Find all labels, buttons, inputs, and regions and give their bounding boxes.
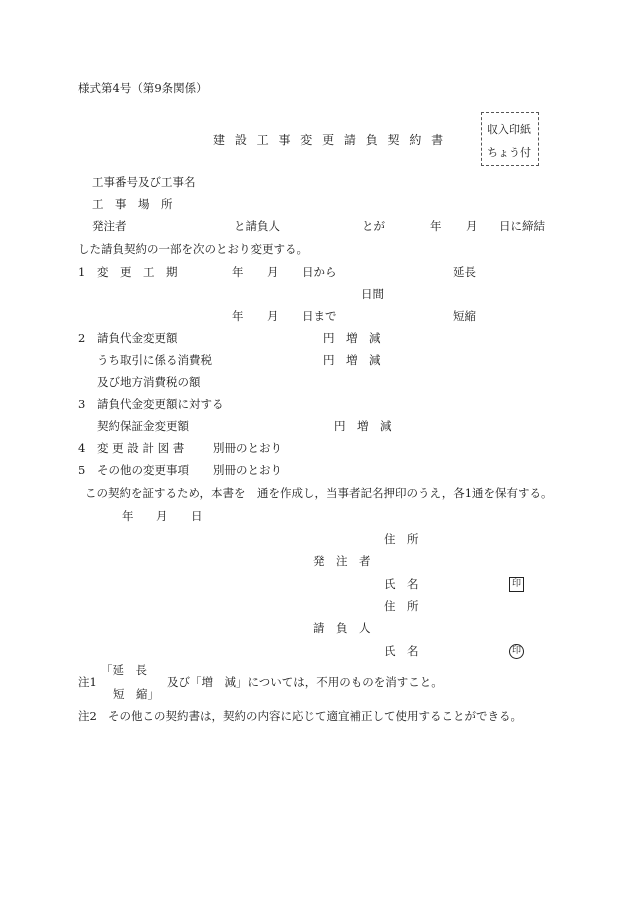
intro-line2: した請負契約の一部を次のとおり変更する。 <box>78 242 308 256</box>
item5-value: 別冊のとおり <box>213 463 282 477</box>
stamp-box-line1: 収入印紙 <box>487 123 531 136</box>
item4-value: 別冊のとおり <box>213 441 282 455</box>
item2-tax-label: うち取引に係る消費税 <box>97 353 212 367</box>
note1-bracket-bottom: 短 縮」 <box>113 687 159 701</box>
item1-days: 日間 <box>361 287 384 301</box>
date-day: 日 <box>191 509 203 523</box>
contractor-seal-icon: 印 <box>509 644 524 659</box>
item3-label2: 契約保証金変更額 <box>97 419 189 433</box>
intro-year: 年 <box>430 219 442 233</box>
note1-label: 注1 <box>78 675 97 689</box>
orderer-label: 発注者 <box>92 219 127 233</box>
item2-amount: 円 増 減 <box>323 331 381 345</box>
note2-label: 注2 <box>78 709 97 723</box>
date-month: 月 <box>156 509 168 523</box>
item1-year: 年 <box>232 265 244 279</box>
item2-label: 請負代金変更額 <box>97 331 178 345</box>
intro-month: 月 <box>466 219 478 233</box>
item3-amount: 円 増 減 <box>334 419 392 433</box>
item2-tax-amount: 円 増 減 <box>323 353 381 367</box>
note1-text: 及び「増 減」については，不用のものを消すこと。 <box>167 675 443 689</box>
stamp-box-line2: ちょう付 <box>487 146 531 159</box>
contractor-name-label: 氏 名 <box>384 644 419 658</box>
item3-number: 3 <box>78 397 86 411</box>
item2-tax-label2: 及び地方消費税の額 <box>97 375 201 389</box>
contractor-address-label: 住 所 <box>384 599 419 613</box>
item1-from: 日から <box>302 265 337 279</box>
item1-shorten: 短縮 <box>453 309 476 323</box>
item1-month: 月 <box>267 265 279 279</box>
work-place-label: 工 事 場 所 <box>92 197 173 211</box>
form-number: 様式第4号（第9条関係） <box>78 81 208 95</box>
intro-day-conclude: 日に締結 <box>499 219 545 233</box>
item4-number: 4 <box>78 441 86 455</box>
toga-text: とが <box>362 219 385 233</box>
orderer-party-label: 発 注 者 <box>313 554 371 568</box>
item5-label: その他の変更事項 <box>97 463 189 477</box>
item1-number: 1 <box>78 265 86 279</box>
document-title: 建 設 工 事 変 更 請 負 契 約 書 <box>213 133 447 147</box>
item1-month2: 月 <box>267 309 279 323</box>
item2-number: 2 <box>78 331 86 345</box>
orderer-address-label: 住 所 <box>384 532 419 546</box>
item4-label: 変 更 設 計 図 書 <box>97 441 185 455</box>
item1-until: 日まで <box>302 309 337 323</box>
proof-sentence: この契約を証するため，本書を 通を作成し，当事者記名押印のうえ，各1通を保有する。 <box>85 486 553 500</box>
work-number-name-label: 工事番号及び工事名 <box>92 175 196 189</box>
item3-label: 請負代金変更額に対する <box>97 397 224 411</box>
date-year: 年 <box>122 509 134 523</box>
revenue-stamp-box <box>481 112 539 166</box>
note2-text: その他この契約書は，契約の内容に応じて適宜補正して使用することができる。 <box>108 709 522 723</box>
contractor-label: と請負人 <box>234 219 280 233</box>
orderer-name-label: 氏 名 <box>384 577 419 591</box>
item1-extend: 延長 <box>453 265 476 279</box>
item1-label: 変 更 工 期 <box>97 265 178 279</box>
orderer-seal-icon: 印 <box>509 577 524 592</box>
item1-year2: 年 <box>232 309 244 323</box>
item5-number: 5 <box>78 463 86 477</box>
note1-bracket-top: 「延 長 <box>101 663 147 677</box>
contractor-party-label: 請 負 人 <box>313 621 371 635</box>
